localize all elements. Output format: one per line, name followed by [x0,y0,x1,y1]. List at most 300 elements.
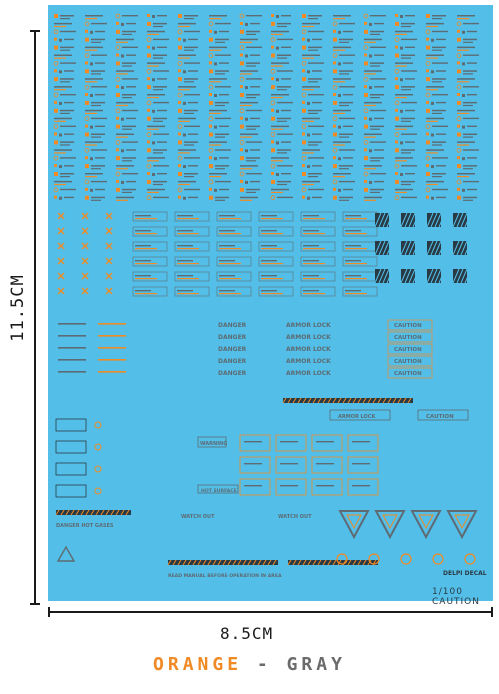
decal-gray-bar [302,55,320,57]
decal-orange-ring [302,156,306,160]
decal-orange-square [302,46,306,50]
decal-orange-bar [147,34,159,35]
decal-gray-bar [277,134,293,135]
decal-orange-x [82,213,88,219]
decal-gray-bar [244,463,262,464]
decal-gray-bar [153,23,167,25]
decal-gray-bar [95,62,105,63]
decal-gray-bar [184,81,194,82]
decal-gray-bar [246,15,262,16]
decal-gray-bar [184,18,194,19]
decal-gray-bar [312,165,322,166]
decal-orange-ring [364,77,368,81]
decal-gray-bar [157,15,167,16]
decal-gray-bar [436,39,446,40]
decal-orange-bar [98,323,126,325]
decal-gray-square [307,134,310,137]
decal-gray-bar [395,126,413,128]
decal-orange-ring [457,22,461,26]
decal-orange-square [426,77,430,81]
decal-orange-square [116,125,120,129]
decal-orange-square [54,140,58,144]
decal-gray-bar [215,149,231,150]
decal-gray-bar [58,335,86,337]
decal-orange-bar [116,73,128,74]
decal-gray-square [369,118,372,121]
decal-gray-bar [54,181,72,183]
decal-gray-bar [308,144,318,145]
decal-gray-bar [219,189,229,190]
decal-caution-box [217,212,251,221]
decal-orange-square [426,172,430,176]
decal-gray-bar [153,121,163,122]
decal-orange-square [364,156,368,160]
decal-gray-bar [240,39,258,41]
decal-orange-square [395,14,398,17]
decal-orange-square [54,164,57,167]
decal-gray-square [214,157,217,160]
decal-gray-bar [95,126,105,127]
decal-orange-ring [116,172,120,176]
decal-gray-bar [246,160,256,161]
decal-orange-bar [177,218,199,219]
decal-caution-box [259,272,293,281]
decal-gray-bar [370,189,384,191]
decal-gray-bar [370,141,386,142]
decal-gray-bar [395,157,413,159]
decal-gray-bar [184,173,198,175]
decal-gray-square [400,110,403,113]
decal-orange-bar [261,293,283,294]
decal-orange-bar [395,129,407,130]
decal-hot-surface-text: HOT SURFACE [201,489,237,494]
decal-armor-lock-text: ARMOR LOCK [338,414,376,420]
decal-warning-text: WARNING [200,441,228,447]
decal-gray-bar [240,102,258,104]
decal-gray-bar [280,441,298,442]
decal-orange-square [333,38,337,42]
decal-orange-square [333,30,336,33]
decal-orange-bar [219,233,241,234]
decal-orange-ring [271,133,275,137]
decal-orange-square [364,85,367,88]
decal-orange-square [271,54,275,58]
decal-gray-bar [54,55,72,57]
decal-gray-bar [339,134,353,136]
decal-orange-square [116,22,119,25]
decal-orange-square [54,69,57,72]
decal-gray-bar [122,15,138,16]
decal-gray-bar [122,160,132,161]
decal-caution-box [175,272,209,281]
decal-orange-ring [465,554,475,564]
decal-orange-square [364,93,368,97]
decal-orange-bar [209,176,221,177]
decal-gray-bar [177,215,193,216]
decal-read-manual-text: READ MANUAL BEFORE OPERATION IN AREA [168,574,282,579]
decal-gray-bar [178,55,196,57]
decal-orange-x [106,258,112,264]
decal-orange-ring [54,30,58,34]
decal-orange-ring [116,46,120,50]
decal-caution-box [133,227,167,236]
decal-gray-square [245,23,248,26]
decal-orange-bar [303,263,325,264]
decal-gray-bar [352,485,370,486]
decal-caution-box [301,212,335,221]
decal-gray-bar [219,215,235,216]
decal-gray-bar [364,165,382,167]
decal-gray-square [90,126,93,129]
decal-caution-box [301,227,335,236]
decal-gray-bar [463,134,477,136]
decal-orange-bar [178,121,190,122]
decal-gray-bar [240,197,258,199]
decal-orange-square [364,148,367,151]
decal-orange-bar [261,233,283,234]
decal-orange-bar [147,160,159,161]
decal-orange-bar [302,184,314,185]
decal-gray-square [90,189,93,192]
decal-gray-bar [308,15,322,17]
decal-orange-ring [54,188,58,192]
decal-gray-bar [122,141,138,142]
decal-orange-x [58,243,64,249]
decal-gray-square [431,102,434,105]
decal-orange-square [426,46,430,50]
decal-gray-bar [370,157,384,159]
decal-gray-bar [308,110,322,112]
decal-orange-square [85,196,89,200]
decal-gray-bar [246,34,256,35]
decal-gray-bar [157,110,167,111]
decal-gray-bar [153,102,169,103]
decal-orange-ring [364,14,368,18]
decal-gray-bar [116,197,134,199]
decal-gray-bar [463,55,479,56]
decal-gray-bar [312,70,322,71]
decal-gray-bar [308,173,322,175]
decal-gray-bar [91,197,105,199]
decal-gray-square [400,78,403,81]
decal-gray-square [400,15,403,18]
decal-gray-bar [60,113,70,114]
decal-gray-bar [364,70,382,72]
decal-gray-bar [91,181,107,182]
decal-orange-bar [85,144,97,145]
decal-gray-bar [401,86,415,88]
decal-orange-square [85,133,89,137]
decal-orange-square [147,140,150,143]
decal-gray-bar [303,275,319,276]
decal-orange-x [106,273,112,279]
decal-orange-square [147,117,151,121]
decal-gray-bar [463,197,477,199]
decal-gray-bar [188,39,198,40]
decal-orange-ring [85,22,89,26]
decal-gray-bar [432,78,446,80]
decal-orange-bar [147,65,159,66]
decal-orange-square [457,93,460,96]
decal-gray-bar [122,31,136,33]
decal-orange-square [54,109,58,113]
decal-gray-bar [281,78,291,79]
decal-orange-square [178,101,181,104]
decal-orange-square [333,156,336,159]
decal-gray-bar [370,34,380,35]
decal-gray-square [90,94,93,97]
decal-gray-bar [308,81,318,82]
decal-gray-bar [374,181,384,182]
decal-orange-square [54,101,57,104]
decal-orange-bar [240,105,252,106]
decal-orange-square [147,14,150,17]
decal-orange-ring [209,85,213,89]
decal-orange-ring [147,69,151,73]
decal-gray-bar [457,15,475,17]
decal-gray-bar [333,110,351,112]
decal-gray-bar [64,197,74,198]
decal-gray-bar [215,197,229,199]
decal-orange-bar [271,129,283,130]
decal-gray-bar [370,97,380,98]
decal-gray-bar [333,141,351,143]
decal-caution-box [217,287,251,296]
decal-gray-bar [91,165,105,167]
decal-gray-square [245,55,248,58]
decal-gray-square [183,197,186,200]
decal-gray-bar [432,15,446,17]
decal-gray-square [121,86,124,89]
decal-orange-square [302,38,305,41]
decal-gray-bar [116,102,134,104]
decal-gray-bar [316,485,334,486]
decal-orange-ring [240,46,244,50]
decal-orange-square [395,109,398,112]
decal-gray-bar [312,39,322,40]
decal-gray-bar [250,55,260,56]
decal-gray-bar [184,189,200,190]
decal-orange-ring [240,172,244,176]
decal-gray-bar [246,47,262,48]
decal-gray-bar [432,126,448,127]
decal-gray-bar [153,184,163,185]
decal-orange-square [178,14,182,18]
decal-gray-square [462,94,465,97]
decal-gray-bar [64,134,74,135]
decal-caution-text: CAUTION [394,335,422,341]
decal-orange-square [457,30,460,33]
decal-gray-bar [135,260,151,261]
decal-gray-bar [302,86,320,88]
decal-gray-bar [246,129,256,130]
decal-orange-bar [345,278,367,279]
decal-gray-bar [250,86,260,87]
decal-orange-ring [302,125,306,129]
decal-orange-square [333,69,337,73]
decal-gray-square [214,189,217,192]
decal-orange-square [271,148,275,152]
decal-gray-bar [219,157,229,158]
decal-gray-bar [91,118,107,119]
decal-gray-bar [184,110,198,112]
decal-orange-ring [426,61,430,65]
decal-gray-bar [463,181,479,182]
decal-orange-x [106,228,112,234]
decal-gray-bar [219,126,229,127]
decal-orange-square [85,125,88,128]
decal-orange-x [82,258,88,264]
decal-gray-bar [339,86,355,87]
decal-orange-bar [303,218,325,219]
decal-orange-bar [54,121,66,122]
decal-gray-bar [60,157,76,158]
decal-orange-bar [116,105,128,106]
decal-gray-square [338,94,341,97]
decal-gray-bar [432,94,448,95]
decal-gray-bar [209,15,227,17]
decal-gray-bar [370,15,386,16]
decal-caution-box [133,242,167,251]
decal-orange-ring [426,125,430,129]
decal-gray-bar [333,173,351,175]
decal-gray-bar [339,55,355,56]
decal-gray-bar [60,62,76,63]
decal-gray-bar [153,26,163,27]
decal-orange-bar [395,34,407,35]
decal-gray-square [307,70,310,73]
decal-orange-bar [426,121,438,122]
decal-caution-box [175,287,209,296]
decal-gray-bar [60,126,76,127]
decal-gray-bar [339,23,355,24]
decal-orange-bar [426,152,438,153]
decal-orange-ring [54,93,58,97]
decal-gray-bar [188,70,198,71]
decal-gray-bar [95,189,105,190]
decal-orange-bar [271,34,283,35]
decal-danger-hot-gases-text: DANGER HOT GASES [56,523,114,529]
decal-gray-bar [60,50,70,51]
decal-gray-bar [432,47,446,49]
decal-gray-bar [157,173,167,174]
decal-gray-bar [277,165,293,166]
decal-gray-square [183,70,186,73]
decal-caution-box [133,257,167,266]
decal-orange-square [240,125,244,129]
decal-gray-bar [302,118,320,120]
decal-gray-bar [219,94,229,95]
decal-gray-square [152,173,155,176]
decal-orange-bar [457,176,469,177]
decal-gray-bar [302,181,320,183]
decal-gray-square [307,39,310,42]
decal-gray-square [462,157,465,160]
decal-gray-bar [215,134,229,136]
decal-orange-square [147,180,151,184]
decal-gray-bar [271,189,289,191]
decal-orange-square [395,117,399,121]
decal-gray-square [369,86,372,89]
decal-gray-bar [261,290,277,291]
decal-gray-bar [219,275,235,276]
decal-caution-box [217,257,251,266]
decal-gray-bar [457,173,475,175]
decal-gray-bar [54,118,72,120]
decal-orange-ring [116,109,120,113]
decal-orange-bar [302,89,314,90]
decal-gray-bar [215,23,231,24]
decal-gray-bar [339,42,349,43]
color-gray-label: GRAY [286,654,346,675]
decal-gray-bar [250,181,260,182]
decal-orange-bar [209,50,221,51]
height-dimension-line [34,30,36,605]
decal-orange-bar [271,97,283,98]
decal-orange-bar [85,113,97,114]
decal-caution-box [301,242,335,251]
decal-gray-square [183,165,186,168]
decal-orange-ring [147,196,151,200]
decal-orange-bar [147,97,159,98]
decal-gray-square [307,102,310,105]
height-dimension-cap-top [30,30,40,32]
decal-orange-square [147,85,151,89]
decal-orange-ring [426,93,430,97]
decal-orange-frame [276,479,306,495]
decal-gray-bar [303,245,319,246]
decal-gray-square [121,118,124,121]
decal-orange-bar [219,263,241,264]
decal-gray-bar [370,129,380,130]
decal-orange-square [54,196,57,199]
decal-gray-bar [153,118,167,120]
decal-gray-bar [153,165,169,166]
decal-gray-bar [85,78,103,80]
decal-orange-square [116,85,119,88]
decal-orange-square [54,133,57,136]
decal-orange-square [240,85,243,88]
decal-gray-bar [135,290,151,291]
decal-gray-bar [246,157,260,159]
decal-gray-bar [467,94,477,95]
decal-orange-ring [302,188,306,192]
decal-orange-x [106,288,112,294]
decal-gray-square [245,86,248,89]
decal-orange-square [85,101,89,105]
decal-gray-bar [308,126,324,127]
decal-gray-square [462,31,465,34]
decal-gray-bar [277,102,293,103]
decal-gray-bar [436,165,446,166]
decal-orange-square [364,117,367,120]
decal-caution-text: CAUTION [394,359,422,365]
decal-gray-bar [122,97,132,98]
decal-orange-square [54,46,58,50]
decal-gray-bar [91,200,101,201]
decal-gray-bar [308,18,318,19]
decal-gray-bar [126,149,136,150]
decal-gray-bar [188,165,198,166]
decal-caution-box [259,227,293,236]
decal-gray-bar [339,73,349,74]
decal-gray-bar [281,110,291,111]
decal-gray-bar [345,230,361,231]
decal-gray-bar [126,55,136,56]
decal-orange-x [58,258,64,264]
decal-gray-bar [246,126,260,128]
decal-gray-square [59,70,62,73]
